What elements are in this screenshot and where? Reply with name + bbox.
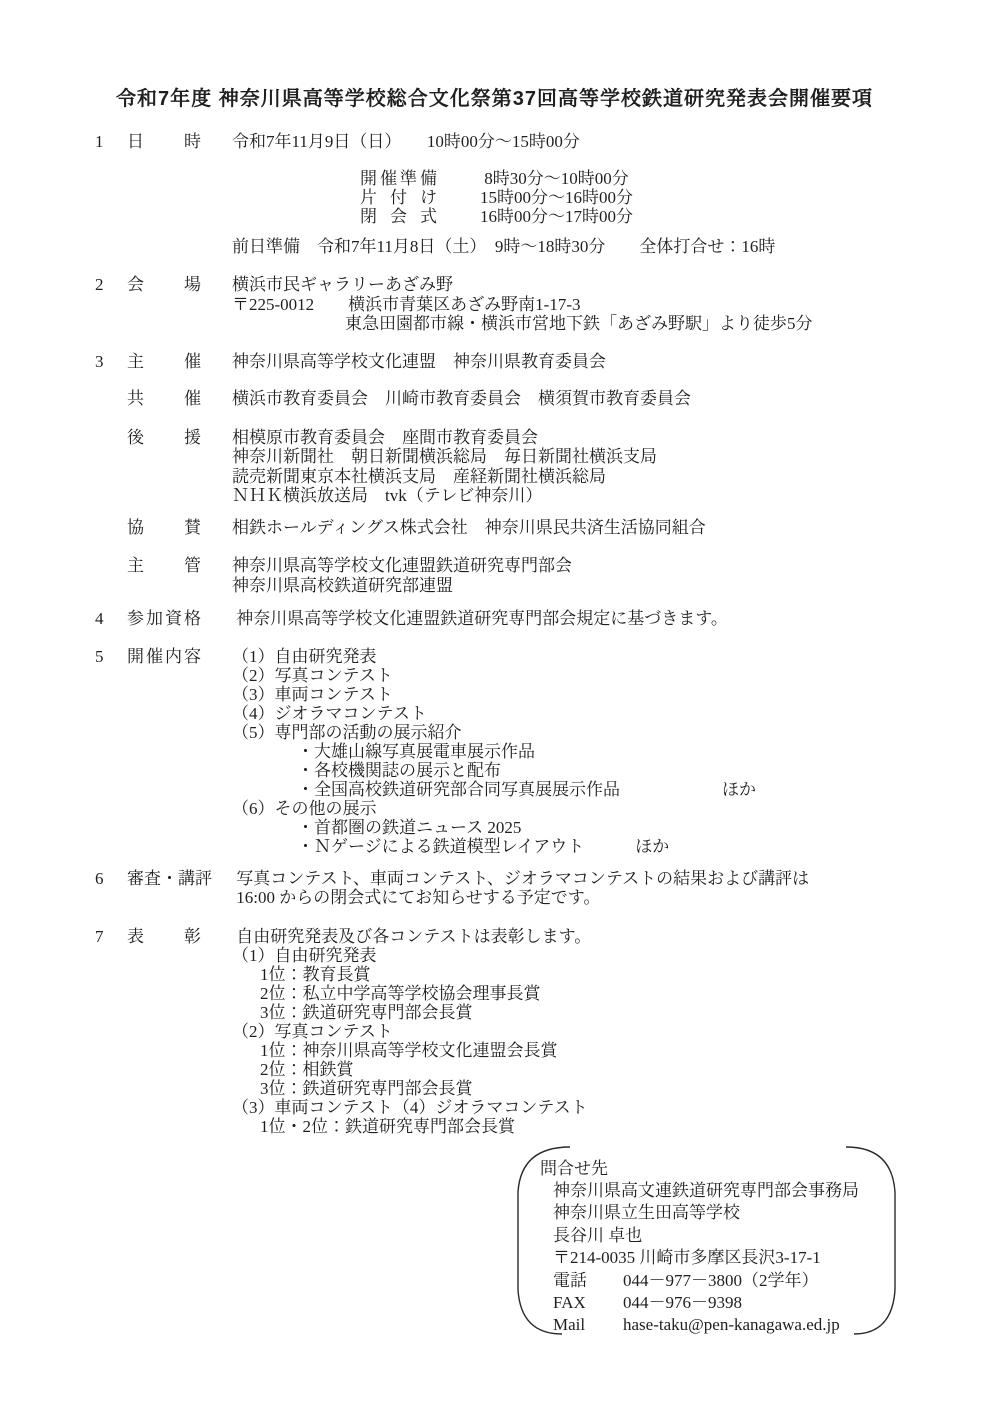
text-line: 神奈川県高校鉄道研究部連盟 <box>232 575 453 595</box>
section-number <box>95 556 127 595</box>
program-item: （4）ジオラマコンテスト <box>232 703 427 723</box>
section-content <box>232 389 989 409</box>
section-co-organizer <box>0 389 989 409</box>
phone-label: 電話 <box>553 1270 587 1290</box>
section-number: 4 <box>95 609 104 628</box>
contact-heading: 問合せ先 <box>540 1158 608 1178</box>
contact-fax-row <box>553 1292 905 1314</box>
awards-rank: 2位：私立中学高等学校協会理事長賞 <box>260 983 541 1003</box>
program-item: （3）車両コンテスト <box>232 684 393 704</box>
schedule-row <box>360 207 989 226</box>
section-label-text: 日時 <box>127 132 201 151</box>
section-label <box>127 428 232 506</box>
awards-rank: 1位：教育長賞 <box>260 964 371 984</box>
section-1-datetime <box>0 132 989 256</box>
section-label <box>127 352 232 372</box>
section-label-text: 共催 <box>127 389 201 408</box>
schedule-time: 8時30分～10時00分 <box>480 168 629 188</box>
mail-address: hase-taku@pen-kanagawa.ed.jp <box>623 1315 840 1335</box>
phone-number: 044－977－3800（2学年） <box>623 1270 819 1290</box>
contact-office: 神奈川県高文連鉄道研究専門部会事務局 <box>553 1180 859 1200</box>
section-label <box>127 927 232 1136</box>
program-item: （6）その他の展示 <box>232 798 377 818</box>
section-label <box>127 389 232 409</box>
awards-rank: 1位・2位：鉄道研究専門部会長賞 <box>260 1116 515 1136</box>
section-management <box>0 556 989 595</box>
program-item: （2）写真コンテスト <box>232 665 393 685</box>
awards-intro: 自由研究発表及び各コンテストは表彰します。 <box>232 926 592 946</box>
section-number: 2 <box>95 275 104 294</box>
venue-address: 〒225-0012 横浜市青葉区あざみ野南1-17-3 <box>232 294 581 314</box>
text-line: 横浜市教育委員会 川崎市教育委員会 横須賀市教育委員会 <box>232 389 691 408</box>
awards-rank: 3位：鉄道研究専門部会長賞 <box>260 1002 473 1022</box>
section-content <box>232 352 989 372</box>
contact-person: 長谷川 卓也 <box>553 1225 643 1245</box>
program-bullet: ・各校機関誌の展示と配布 <box>297 760 501 780</box>
contact-school: 神奈川県立生田高等学校 <box>553 1203 740 1223</box>
section-label-text: 主管 <box>127 556 201 575</box>
section-number: 3 <box>95 351 104 371</box>
section-5-program <box>0 647 989 856</box>
section-content <box>232 556 989 595</box>
section-supporters <box>0 428 989 506</box>
section-label <box>127 869 232 908</box>
schedule-label-text: 片付け <box>360 187 437 207</box>
section-content <box>232 275 989 334</box>
program-bullet: ・全国高校鉄道研究部合同写真展展示作品 ほか <box>297 779 756 799</box>
section-6-judging <box>0 869 989 908</box>
section-content <box>232 927 989 1136</box>
section-content <box>232 647 989 856</box>
awards-rank: 3位：鉄道研究専門部会長賞 <box>260 1078 473 1098</box>
section-number <box>95 518 127 538</box>
section-label-text: 会場 <box>127 275 201 294</box>
section-label-text: 後援 <box>127 427 201 447</box>
mail-label: Mail <box>553 1315 586 1335</box>
section-label <box>127 132 232 256</box>
section-label-text: 協賛 <box>127 517 201 537</box>
schedule-time: 16時00分～17時00分 <box>480 206 633 226</box>
section-label <box>127 518 232 538</box>
section-label <box>127 647 232 856</box>
section-number: 5 <box>95 646 104 666</box>
venue-access: 東急田園都市線・横浜市営地下鉄「あざみ野駅」より徒歩5分 <box>345 314 813 333</box>
awards-group: （2）写真コンテスト <box>232 1021 393 1041</box>
section-number <box>95 428 127 506</box>
section-label-text: 表彰 <box>127 926 201 946</box>
section-label <box>127 609 232 629</box>
program-item: （1）自由研究発表 <box>232 646 377 666</box>
section-3-organizer <box>0 352 989 372</box>
section-content <box>232 428 989 506</box>
program-bullet: ・首都圏の鉄道ニュース 2025 <box>297 817 522 837</box>
text-line: 神奈川県高等学校文化連盟鉄道研究専門部会規定に基づきます。 <box>232 609 728 628</box>
section-number: 7 <box>95 926 104 946</box>
section-label <box>127 275 232 334</box>
fax-number: 044－976－9398 <box>623 1292 742 1312</box>
section-number: 1 <box>95 132 104 151</box>
awards-rank: 2位：相鉄賞 <box>260 1059 354 1079</box>
schedule-label-text: 閉会式 <box>360 206 437 226</box>
section-number: 6 <box>95 868 104 888</box>
schedule-row <box>360 169 989 188</box>
text-line: 神奈川県高等学校文化連盟 神奈川県教育委員会 <box>232 351 606 371</box>
program-bullet: ・Ｎゲージによる鉄道模型レイアウト ほか <box>297 836 670 856</box>
contact-box <box>508 1144 905 1337</box>
section-content <box>232 869 989 908</box>
text-line: 写真コンテスト、車両コンテスト、ジオラマコンテストの結果および講評は <box>232 868 810 888</box>
text-line: 神奈川県高等学校文化連盟鉄道研究専門部会 <box>232 556 572 575</box>
contact-phone-row <box>553 1270 905 1292</box>
section-content <box>232 132 989 256</box>
program-bullet: ・大雄山線写真展電車展示作品 <box>297 741 535 761</box>
contact-body <box>540 1158 905 1337</box>
schedule-time: 15時00分～16時00分 <box>480 187 633 207</box>
schedule-label <box>360 169 480 188</box>
schedule-row <box>360 188 989 207</box>
text-line: 神奈川新聞社 朝日新聞横浜総局 毎日新聞社横浜支局 <box>232 447 657 466</box>
section-7-awards <box>0 927 989 1136</box>
section-content <box>232 609 989 629</box>
text-line: 相鉄ホールディングス株式会社 神奈川県民共済生活協同組合 <box>232 517 706 537</box>
section-2-venue <box>0 275 989 334</box>
venue-name: 横浜市民ギャラリーあざみ野 <box>232 275 453 294</box>
awards-rank: 1位：神奈川県高等学校文化連盟会長賞 <box>260 1040 558 1060</box>
text-line: ＮＨＫ横浜放送局 tvk（テレビ神奈川） <box>232 486 543 505</box>
schedule-block <box>360 169 989 226</box>
text-line: 16:00 からの閉会式にてお知らせする予定です。 <box>232 888 601 907</box>
awards-group: （3）車両コンテスト（4）ジオラマコンテスト <box>232 1097 588 1117</box>
contact-mail-row <box>553 1314 905 1336</box>
section-sponsor <box>0 518 989 538</box>
schedule-label <box>360 207 480 226</box>
section-label-text: 審査・講評 <box>127 868 212 888</box>
contact-address: 〒214-0035 川崎市多摩区長沢3-17-1 <box>553 1248 821 1268</box>
fax-label: FAX <box>553 1292 586 1312</box>
section-number <box>95 389 127 409</box>
section-label-text: 開催内容 <box>127 646 201 666</box>
awards-group: （1）自由研究発表 <box>232 945 377 965</box>
section-label <box>127 556 232 595</box>
text-line: 読売新聞東京本社横浜支局 産経新聞社横浜総局 <box>232 466 606 486</box>
program-item: （5）専門部の活動の展示紹介 <box>232 722 462 742</box>
prev-day-line: 前日準備 令和7年11月8日（土） 9時～18時30分 全体打合せ：16時 <box>232 236 776 256</box>
schedule-label <box>360 188 480 207</box>
section-label-text: 主催 <box>127 351 201 371</box>
page-title: 令和7年度 神奈川県高等学校総合文化祭第37回高等学校鉄道研究発表会開催要項 <box>116 88 873 110</box>
text-line: 令和7年11月9日（日） 10時00分～15時00分 <box>232 132 580 151</box>
section-label-text: 参加資格 <box>127 609 201 628</box>
section-content <box>232 518 989 538</box>
schedule-label-text: 開催準備 <box>360 168 437 188</box>
section-4-eligibility <box>0 609 989 629</box>
text-line: 相模原市教育委員会 座間市教育委員会 <box>232 427 538 447</box>
